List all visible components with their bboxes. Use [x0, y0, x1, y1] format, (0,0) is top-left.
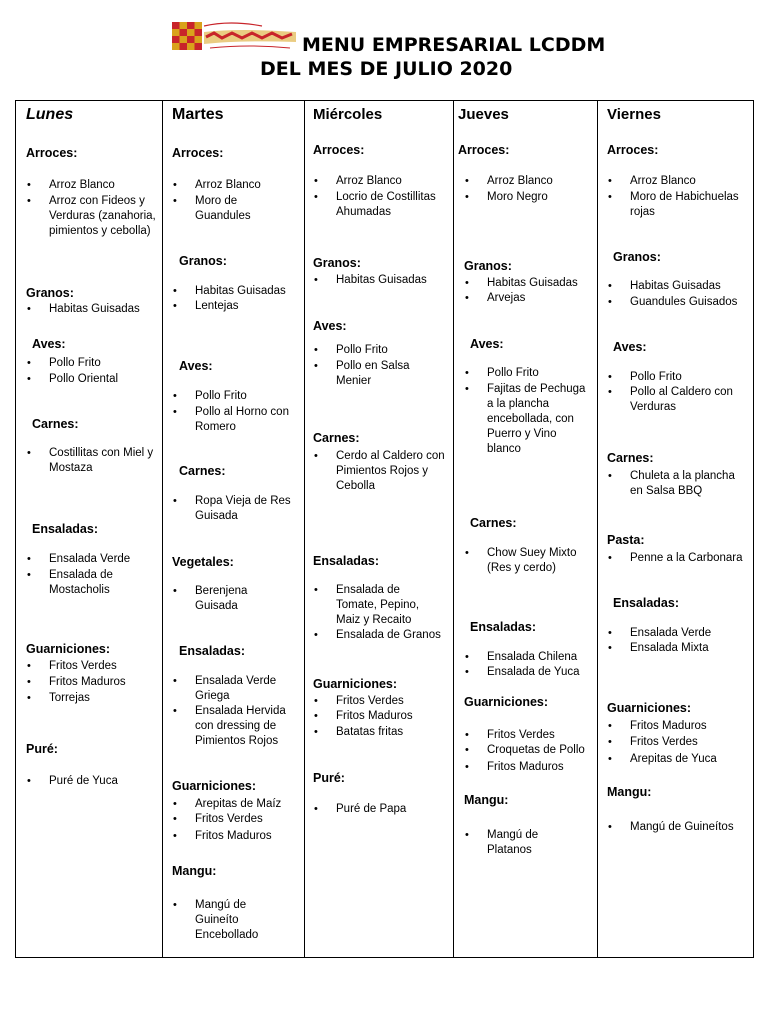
menu-item: • Habitas Guisadas: [487, 276, 578, 291]
menu-item: • Arroz Blanco: [487, 174, 553, 189]
menu-item: • Pollo al Caldero con Verduras: [630, 385, 740, 415]
menu-item: • Arroz Blanco: [49, 178, 115, 193]
menu-item: • Pollo Frito: [336, 343, 388, 358]
menu-item: • Fritos Verdes: [487, 728, 555, 743]
menu-item: • Ensalada Chilena: [487, 650, 577, 665]
menu-item: • Pollo Frito: [487, 366, 539, 381]
menu-item: • Pollo Oriental: [49, 372, 118, 387]
menu-item: • Ensalada Verde: [630, 626, 711, 641]
day-title: Jueves: [458, 106, 509, 123]
menu-item: • Habitas Guisadas: [336, 273, 427, 288]
menu-item: • Ensalada Verde Griega: [195, 674, 285, 704]
menu-item: • Chuleta a la plancha en Salsa BBQ: [630, 469, 745, 499]
menu-item: • Ensalada de Yuca: [487, 665, 580, 680]
section-title: Aves:: [313, 319, 347, 333]
section-title: Aves:: [470, 337, 504, 351]
menu-title: MENU EMPRESARIAL LCDDM: [302, 34, 606, 56]
menu-item: • Fritos Verdes: [49, 659, 117, 674]
menu-item: • Guandules Guisados: [630, 295, 737, 310]
menu-item: • Fajitas de Pechuga a la plancha encebollada, con Puerro y Vino blanco: [487, 382, 587, 457]
section-title: Granos:: [613, 250, 661, 264]
menu-item: • Moro Negro: [487, 190, 548, 205]
section-title: Aves:: [613, 340, 647, 354]
menu-item: • Pollo Frito: [49, 356, 101, 371]
menu-item: • Ensalada de Tomate, Pepino, Maiz y Recaito: [336, 583, 431, 628]
section-title: Guarniciones:: [607, 701, 692, 715]
section-title: Granos:: [26, 286, 74, 300]
menu-item: • Habitas Guisadas: [195, 284, 286, 299]
section-title: Arroces:: [26, 146, 78, 160]
menu-item: • Locrio de Costillitas Ahumadas: [336, 190, 446, 220]
menu-item: • Ensalada Verde: [49, 552, 130, 567]
menu-item: • Fritos Maduros: [49, 675, 126, 690]
section-title: Carnes:: [313, 431, 360, 445]
column-divider: [162, 101, 163, 957]
menu-item: • Arroz Blanco: [336, 174, 402, 189]
section-title: Pasta:: [607, 533, 645, 547]
menu-item: • Fritos Maduros: [630, 719, 707, 734]
section-title: Guarniciones:: [26, 642, 111, 656]
section-title: Mangu:: [607, 785, 652, 799]
menu-item: • Ensalada de Granos: [336, 628, 441, 643]
section-title: Arroces:: [458, 143, 510, 157]
menu-item: • Penne a la Carbonara: [630, 551, 743, 566]
section-title: Mangu:: [172, 864, 217, 878]
menu-item: • Pollo en Salsa Menier: [336, 359, 426, 389]
menu-item: • Fritos Verdes: [630, 735, 698, 750]
section-title: Granos:: [464, 259, 512, 273]
menu-item: • Puré de Papa: [336, 802, 406, 817]
menu-subtitle: DEL MES DE JULIO 2020: [260, 58, 513, 80]
day-title: Miércoles: [313, 106, 383, 123]
menu-item: • Ensalada Mixta: [630, 641, 709, 656]
column-divider: [453, 101, 454, 957]
menu-item: • Costillitas con Miel y Mostaza: [49, 446, 157, 476]
menu-item: • Pollo Frito: [630, 370, 682, 385]
menu-item: • Moro de Guandules: [195, 194, 265, 224]
section-title: Mangu:: [464, 793, 509, 807]
menu-item: • Lentejas: [195, 299, 238, 314]
menu-item: • Chow Suey Mixto (Res y cerdo): [487, 546, 587, 576]
section-title: Ensaladas:: [32, 522, 99, 536]
day-title: Martes: [172, 106, 224, 123]
section-title: Ensaladas:: [313, 554, 380, 568]
section-title: Puré:: [26, 742, 58, 756]
column-divider: [304, 101, 305, 957]
menu-item: • Pollo Frito: [195, 389, 247, 404]
section-title: Vegetales:: [172, 555, 234, 569]
menu-item: • Berenjena Guisada: [195, 584, 265, 614]
menu-item: • Batatas fritas: [336, 725, 403, 740]
section-title: Puré:: [313, 771, 345, 785]
section-title: Arroces:: [313, 143, 365, 157]
section-title: Ensaladas:: [613, 596, 680, 610]
section-title: Guarniciones:: [172, 779, 257, 793]
menu-item: • Fritos Maduros: [336, 709, 413, 724]
section-title: Carnes:: [32, 417, 79, 431]
section-title: Carnes:: [179, 464, 226, 478]
menu-item: • Fritos Maduros: [195, 829, 272, 844]
section-title: Carnes:: [470, 516, 517, 530]
menu-item: • Arroz con Fideos y Verduras (zanahoria, pimientos y cebolla): [49, 194, 159, 239]
menu-item: • Ensalada de Mostacholis: [49, 568, 129, 598]
menu-item: • Torrejas: [49, 691, 90, 706]
menu-item: • Arroz Blanco: [630, 174, 696, 189]
menu-item: • Mangú de Platanos: [487, 828, 549, 858]
menu-item: • Arepitas de Maíz: [195, 797, 281, 812]
menu-item: • Habitas Guisadas: [630, 279, 721, 294]
section-title: Aves:: [179, 359, 213, 373]
section-title: Arroces:: [172, 146, 224, 160]
menu-item: • Habitas Guisadas: [49, 302, 140, 317]
menu-item: • Fritos Maduros: [487, 760, 564, 775]
menu-item: • Arroz Blanco: [195, 178, 261, 193]
dona-mary-logo: [170, 18, 298, 54]
section-title: Carnes:: [607, 451, 654, 465]
menu-item: • Arepitas de Yuca: [630, 752, 717, 767]
column-divider: [597, 101, 598, 957]
menu-item: • Croquetas de Pollo: [487, 743, 585, 758]
menu-item: • Arvejas: [487, 291, 525, 306]
section-title: Aves:: [32, 337, 66, 351]
menu-item: • Ensalada Hervida con dressing de Pimientos Rojos: [195, 704, 295, 749]
section-title: Granos:: [313, 256, 361, 270]
menu-item: • Moro de Habichuelas rojas: [630, 190, 748, 220]
menu-item: • Fritos Verdes: [195, 812, 263, 827]
section-title: Ensaladas:: [179, 644, 246, 658]
checkered-emblem-icon: [172, 22, 202, 50]
section-title: Ensaladas:: [470, 620, 537, 634]
day-title: Viernes: [607, 106, 661, 123]
menu-item: • Fritos Verdes: [336, 694, 404, 709]
weekly-menu-table: [15, 100, 754, 958]
menu-item: • Mangú de Guineíto Encebollado: [195, 898, 280, 943]
section-title: Arroces:: [607, 143, 659, 157]
menu-item: • Puré de Yuca: [49, 774, 118, 789]
section-title: Guarniciones:: [464, 695, 549, 709]
section-title: Granos:: [179, 254, 227, 268]
menu-item: • Ropa Vieja de Res Guisada: [195, 494, 300, 524]
menu-item: • Cerdo al Caldero con Pimientos Rojos y Cebolla: [336, 449, 448, 494]
section-title: Guarniciones:: [313, 677, 398, 691]
menu-item: • Mangú de Guineítos: [630, 820, 734, 835]
menu-item: • Pollo al Horno con Romero: [195, 405, 300, 435]
day-title: Lunes: [26, 106, 74, 123]
